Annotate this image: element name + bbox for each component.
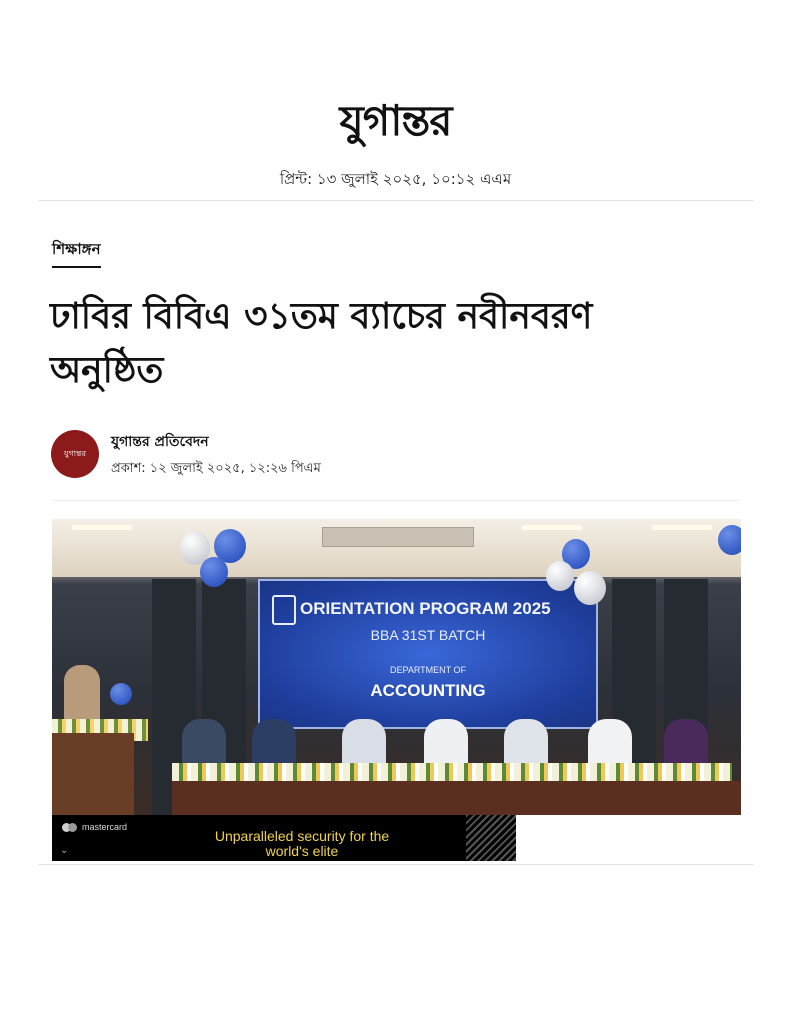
balloon <box>574 571 606 605</box>
chevron-down-icon[interactable]: ⌄ <box>60 845 69 856</box>
category-link[interactable]: শিক্ষাঙ্গন <box>52 238 101 268</box>
balloon <box>200 557 228 587</box>
article-headline: ঢাবির বিবিএ ৩১তম ব্যাচের নবীনবরণ অনুষ্ঠিত <box>50 296 593 391</box>
site-logo[interactable]: যুগান্তর <box>339 96 452 145</box>
published-date: প্রকাশ: ১২ জুলাই ২০২৫, ১২:২৬ পিএম <box>111 461 321 476</box>
balloon <box>546 561 574 591</box>
banner-title: ORIENTATION PROGRAM 2025 <box>300 599 551 618</box>
photo-table <box>172 781 741 815</box>
mastercard-logo-icon <box>68 823 77 832</box>
masthead <box>0 96 791 145</box>
balloon <box>110 683 132 705</box>
photo-ceiling-light <box>522 525 582 530</box>
photo-podium <box>52 733 134 815</box>
photo-banner <box>258 579 598 729</box>
author-avatar <box>51 430 99 478</box>
banner-subject: ACCOUNTING <box>370 681 486 700</box>
photo-ceiling-light <box>652 525 712 530</box>
banner-dept: DEPARTMENT OF <box>389 665 466 675</box>
article-photo <box>52 519 741 815</box>
banner-batch: BBA 31ST BATCH <box>370 627 486 643</box>
balloon <box>718 525 741 555</box>
author-name[interactable]: যুগান্তর প্রতিবেদন <box>111 434 209 450</box>
photo-ceiling-light <box>72 525 132 530</box>
ad-brand-label: mastercard <box>82 822 128 832</box>
photo-speaker <box>64 665 100 725</box>
ad-decoration <box>466 815 516 861</box>
print-date: প্রিন্ট: ১৩ জুলাই ২০২৫, ১০:১২ এএম <box>279 170 512 188</box>
ad-brand <box>62 822 127 832</box>
photo-vent <box>322 527 474 547</box>
divider <box>38 200 754 201</box>
university-logo-icon <box>272 595 296 625</box>
ad-text: Unparalleled security for the world's elite <box>214 828 390 859</box>
divider <box>38 864 754 865</box>
avatar-logo-text: যুগান্তর <box>63 448 87 458</box>
divider <box>52 500 740 501</box>
advertisement-banner[interactable] <box>52 815 516 861</box>
